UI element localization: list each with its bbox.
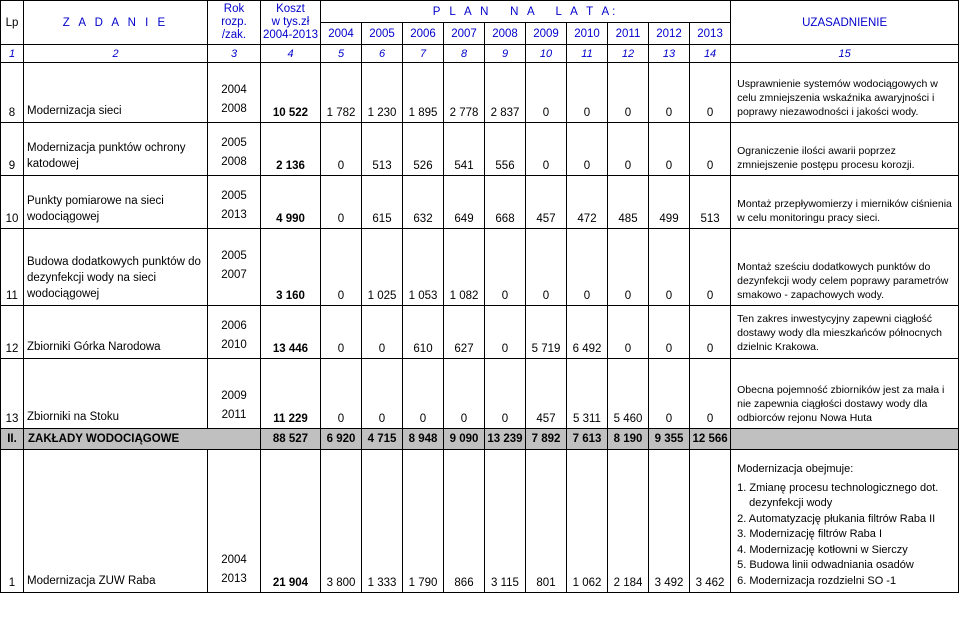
- row-value: 0: [690, 63, 731, 123]
- row-year-to: 2013: [221, 209, 247, 221]
- row-value: 1 082: [444, 229, 485, 306]
- row-justification: Montaż przepływomierzy i mierników ciśnienia w celu monitoringu pracy sieci.: [731, 176, 959, 229]
- row-justification: Ograniczenie ilości awarii poprzez zmniejszenie postępu procesu korozji.: [731, 123, 959, 176]
- row-years: [208, 176, 261, 229]
- row-value: 0: [608, 63, 649, 123]
- column-number: 4: [261, 45, 321, 63]
- year-header: 2008: [485, 23, 526, 45]
- row-lp: 10: [1, 176, 24, 229]
- year-header: 2006: [403, 23, 444, 45]
- row-value: 801: [526, 450, 567, 593]
- cost-header-line2: w tys.zł: [271, 16, 310, 28]
- row-year-to: 2010: [221, 339, 247, 351]
- row-years: [208, 450, 261, 593]
- row-lp: 13: [1, 359, 24, 429]
- row-value: 0: [649, 63, 690, 123]
- row-value: 2 184: [608, 450, 649, 593]
- justification-item: 2. Automatyzację płukania filtrów Raba II: [737, 512, 936, 525]
- row-value: 0: [321, 123, 362, 176]
- row-value: 513: [690, 176, 731, 229]
- row-value: 866: [444, 450, 485, 593]
- row-value: 610: [403, 306, 444, 359]
- section-value: 7 892: [526, 429, 567, 450]
- row-value: 0: [321, 306, 362, 359]
- row-lp: 8: [1, 63, 24, 123]
- section-value: 9 090: [444, 429, 485, 450]
- row-justification: [731, 450, 959, 593]
- row-value: 0: [485, 306, 526, 359]
- row-value: 615: [362, 176, 403, 229]
- row-value: 632: [403, 176, 444, 229]
- row-value: 499: [649, 176, 690, 229]
- row-value: 1 333: [362, 450, 403, 593]
- row-year-to: 2007: [221, 268, 247, 281]
- main-rows: [1, 63, 959, 429]
- row-cost: 10 522: [261, 63, 321, 123]
- row-value: 0: [690, 359, 731, 429]
- section-empty: [731, 429, 959, 450]
- row-value: 0: [567, 229, 608, 306]
- row-value: 0: [444, 359, 485, 429]
- year-header: 2013: [690, 23, 731, 45]
- cost-header-line3: 2004-2013: [263, 29, 318, 41]
- row-value: 485: [608, 176, 649, 229]
- column-number: 8: [444, 45, 485, 63]
- row-value: 0: [362, 359, 403, 429]
- column-number: 13: [649, 45, 690, 63]
- row-value: 0: [649, 229, 690, 306]
- justification-item: 4. Modernizację kotłowni w Sierczy: [737, 543, 908, 556]
- row-justification: Obecna pojemność zbiorników jest za mała i nie zapewnia ciągłości dostawy wody dla odbiorców rejonu Nowa Huta: [731, 359, 959, 429]
- row-value: 1 782: [321, 63, 362, 123]
- row-lp: 9: [1, 123, 24, 176]
- row-task: Modernizacja ZUW Raba: [24, 450, 208, 593]
- row-justification: Ten zakres inwestycyjny zapewni ciągłość dostawy wody dla mieszkańców północnych dzielnic Krakowa.: [731, 306, 959, 359]
- row-value: 3 462: [690, 450, 731, 593]
- row-value: 0: [690, 229, 731, 306]
- row-year-from: 2005: [221, 190, 247, 202]
- table-row: [1, 306, 959, 359]
- table-row: [1, 123, 959, 176]
- row-year-to: 2011: [221, 409, 247, 421]
- column-number: 6: [362, 45, 403, 63]
- row-cost: 3 160: [261, 229, 321, 306]
- row-value: 0: [608, 123, 649, 176]
- justification-item: dezynfekcji wody: [749, 497, 833, 509]
- start-year-header: [208, 1, 261, 45]
- cost-header-line1: Koszt: [276, 3, 305, 15]
- row-justification: Usprawnienie systemów wodociągowych w celu zmniejszenia wskaźnika awaryjności i poprawy niezawodności i jakości wody.: [731, 63, 959, 123]
- start-year-header-line1: Rok: [223, 3, 245, 15]
- column-number: 15: [731, 45, 959, 63]
- table-row: [1, 229, 959, 306]
- row-years: [208, 306, 261, 359]
- justification-item: 3. Modernizację filtrów Raba I: [737, 528, 883, 540]
- row-lp: 12: [1, 306, 24, 359]
- row-task: Zbiorniki Górka Narodowa: [24, 306, 208, 359]
- row-lp: 11: [1, 229, 24, 306]
- row-years: [208, 229, 261, 306]
- justification-item: 5. Budowa linii odwadniania osadów: [737, 559, 914, 571]
- column-number: 5: [321, 45, 362, 63]
- row-value: 0: [485, 229, 526, 306]
- row-year-from: 2006: [221, 320, 247, 332]
- table-row: [1, 450, 959, 593]
- task-header: Z A D A N I E: [24, 1, 208, 45]
- table-row: [1, 359, 959, 429]
- header-row-1: [1, 1, 959, 23]
- row-value: 0: [526, 229, 567, 306]
- row-value: 2 837: [485, 63, 526, 123]
- row-cost: 4 990: [261, 176, 321, 229]
- row-value: 0: [608, 229, 649, 306]
- row-value: 5 460: [608, 359, 649, 429]
- row-cost: 2 136: [261, 123, 321, 176]
- row-value: 0: [649, 123, 690, 176]
- row-value: 1 053: [403, 229, 444, 306]
- row-value: 457: [526, 359, 567, 429]
- row-value: 1 895: [403, 63, 444, 123]
- row-years: [208, 123, 261, 176]
- year-header: 2010: [567, 23, 608, 45]
- row-value: 457: [526, 176, 567, 229]
- section-value: 13 239: [485, 429, 526, 450]
- row-value: 526: [403, 123, 444, 176]
- year-header: 2012: [649, 23, 690, 45]
- row-value: 556: [485, 123, 526, 176]
- year-header: 2007: [444, 23, 485, 45]
- row-value: 0: [608, 306, 649, 359]
- row-value: 541: [444, 123, 485, 176]
- column-number: 12: [608, 45, 649, 63]
- cost-header: [261, 1, 321, 45]
- year-header: 2004: [321, 23, 362, 45]
- row-value: 649: [444, 176, 485, 229]
- section-value: 9 355: [649, 429, 690, 450]
- justification-item: 6. Modernizacja rozdzielni SO -1: [737, 574, 897, 587]
- column-number: 7: [403, 45, 444, 63]
- row-task: Modernizacja punktów ochrony katodowej: [24, 123, 208, 176]
- row-value: 0: [567, 63, 608, 123]
- row-value: 1 230: [362, 63, 403, 123]
- year-header: 2011: [608, 23, 649, 45]
- row-value: 0: [649, 359, 690, 429]
- row-value: 3 492: [649, 450, 690, 593]
- row-value: 513: [362, 123, 403, 176]
- section-value: 4 715: [362, 429, 403, 450]
- row-value: 0: [321, 176, 362, 229]
- section-value: 6 920: [321, 429, 362, 450]
- row-value: 0: [649, 306, 690, 359]
- row-value: 1 790: [403, 450, 444, 593]
- justification-header: UZASADNIENIE: [731, 1, 959, 45]
- column-number: 10: [526, 45, 567, 63]
- section-value: 7 613: [567, 429, 608, 450]
- section-number: II.: [1, 429, 24, 450]
- row-year-from: 2009: [221, 390, 247, 402]
- plan-header: P L A N N A L A T A:: [321, 1, 731, 23]
- row-value: 5 311: [567, 359, 608, 429]
- start-year-header-line2: rozp.: [221, 16, 247, 28]
- row-cost: 21 904: [261, 450, 321, 593]
- column-number: 2: [24, 45, 208, 63]
- row-value: 5 719: [526, 306, 567, 359]
- row-value: 668: [485, 176, 526, 229]
- column-number: 3: [208, 45, 261, 63]
- row-years: [208, 63, 261, 123]
- row-value: 0: [485, 359, 526, 429]
- row-task: Modernizacja sieci: [24, 63, 208, 123]
- section-title: ZAKŁADY WODOCIĄGOWE: [24, 429, 261, 450]
- row-year-from: 2004: [221, 554, 247, 566]
- start-year-header-line3: /zak.: [221, 29, 247, 41]
- row-value: 2 778: [444, 63, 485, 123]
- row-value: 0: [321, 229, 362, 306]
- row-value: 0: [526, 63, 567, 123]
- lp-header: Lp: [1, 1, 24, 45]
- section-value: 8 948: [403, 429, 444, 450]
- row-value: 3 800: [321, 450, 362, 593]
- row-value: 3 115: [485, 450, 526, 593]
- row-value: 0: [403, 359, 444, 429]
- row-task: Budowa dodatkowych punktów do dezynfekcji wody na sieci wodociągowej: [24, 229, 208, 306]
- row-value: 0: [362, 306, 403, 359]
- row-value: 0: [321, 359, 362, 429]
- row-value: 0: [690, 123, 731, 176]
- row-cost: 11 229: [261, 359, 321, 429]
- year-header: 2009: [526, 23, 567, 45]
- row-value: 627: [444, 306, 485, 359]
- row-value: 1 025: [362, 229, 403, 306]
- section-value: 12 566: [690, 429, 731, 450]
- row-year-to: 2013: [221, 573, 247, 585]
- row-year-to: 2008: [221, 103, 247, 115]
- year-header: 2005: [362, 23, 403, 45]
- row-year-to: 2008: [221, 156, 247, 168]
- row-cost: 13 446: [261, 306, 321, 359]
- table-row: [1, 176, 959, 229]
- column-number-row: [1, 45, 959, 63]
- column-number: 14: [690, 45, 731, 63]
- table-row: [1, 63, 959, 123]
- row-justification: Montaż sześciu dodatkowych punktów do dezynfekcji wody celem poprawy parametrów smakowo - zapachowych wody.: [731, 229, 959, 306]
- row-years: [208, 359, 261, 429]
- row-value: 6 492: [567, 306, 608, 359]
- row-year-from: 2005: [221, 137, 247, 149]
- section-value: 8 190: [608, 429, 649, 450]
- section-row: [1, 429, 959, 450]
- row-value: 0: [567, 123, 608, 176]
- row-year-from: 2005: [221, 249, 247, 262]
- section-cost: 88 527: [261, 429, 321, 450]
- row-value: 472: [567, 176, 608, 229]
- row-value: 0: [526, 123, 567, 176]
- row-value: 0: [690, 306, 731, 359]
- column-number: 1: [1, 45, 24, 63]
- column-number: 11: [567, 45, 608, 63]
- row-value: 1 062: [567, 450, 608, 593]
- row-year-from: 2004: [221, 84, 247, 96]
- row-task: Punkty pomiarowe na sieci wodociągowej: [24, 176, 208, 229]
- justification-item: 1. Zmianę procesu technologicznego dot.: [737, 481, 939, 494]
- row-lp: 1: [1, 450, 24, 593]
- column-number: 9: [485, 45, 526, 63]
- justification-title: Modernizacja obejmuje:: [737, 463, 854, 475]
- row-task: Zbiorniki na Stoku: [24, 359, 208, 429]
